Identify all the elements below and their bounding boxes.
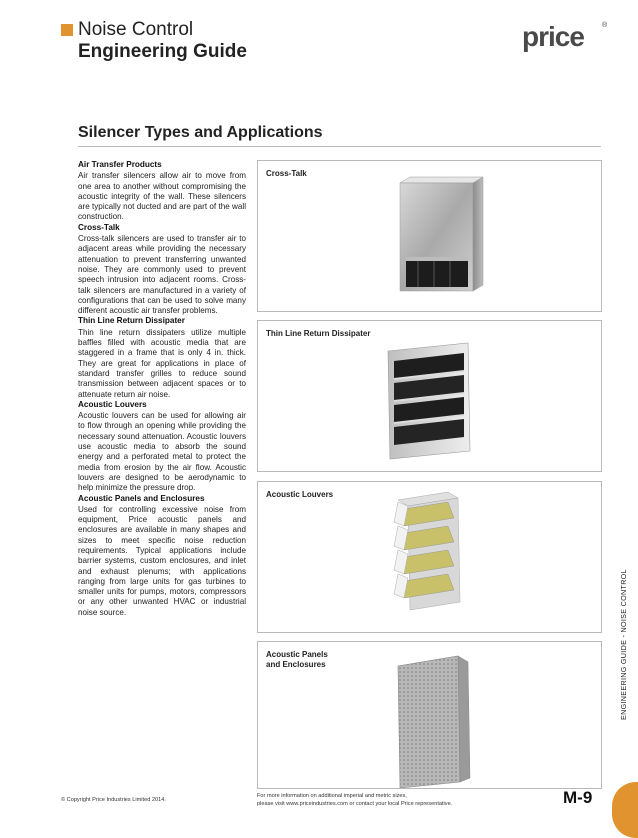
cross-talk-silencer-image: [258, 161, 601, 311]
article-body: Cross-talk silencers are used to transfer air to adjacent areas while providing the necessary attenuation to prevent transferring unwanted noise. They are commonly used to prevent speech intrusion into adjacent rooms. Cross-talk silencers are manufactured in a variety of configurations that can be used to solve many different acoustic air transfer problems.: [78, 234, 246, 316]
article-body: Air transfer silencers allow air to move from one area to another without compromising the acoustic integrity of the wall. These silencers are typically not ducted and are part of the wall construction.: [78, 171, 246, 222]
header-title: Noise Control: [78, 19, 194, 40]
logo-text: price: [522, 21, 584, 52]
figure-acoustic-louvers: [257, 481, 602, 633]
figure-label: Acoustic Louvers: [266, 490, 334, 499]
article-cross-talk: [78, 223, 246, 317]
header-accent-square: [61, 24, 73, 36]
section-title: Silencer Types and Applications: [78, 124, 323, 141]
footer-copyright: © Copyright Price Industries Limited 2014.: [61, 797, 166, 803]
logo-registered-mark: ®: [602, 22, 608, 29]
footer-info: For more information on additional imperial and metric sizes, please visit www.priceindustries.com or contact your local Price representative.: [257, 793, 453, 807]
side-section-label: ENGINEERING GUIDE - NOISE CONTROL: [619, 569, 628, 720]
article-acoustic-louvers: [78, 400, 246, 494]
figure-label: Acoustic Panels and Enclosures: [266, 650, 328, 669]
article-heading: Acoustic Louvers: [78, 399, 147, 409]
side-accent-tab: [612, 782, 638, 838]
figure-label: Thin Line Return Dissipater: [266, 329, 371, 338]
figure-label: Cross-Talk: [266, 169, 307, 178]
thin-line-dissipater-image: [258, 321, 601, 471]
acoustic-louver-image: [258, 482, 601, 632]
article-column: [78, 160, 246, 618]
article-heading: Air Transfer Products: [78, 160, 162, 169]
article-acoustic-panels: [78, 494, 246, 619]
article-body: Thin line return dissipaters utilize multiple baffles filled with acoustic media that are staggered in a frame that is only 4 in. thick. They are great for applications in place of standard transfer grilles to reduce sound transmission between adjacent spaces or to attenuate return air noise.: [78, 327, 246, 399]
acoustic-panel-image: [258, 642, 601, 788]
section-divider: [78, 146, 601, 147]
article-thin-line: [78, 316, 246, 399]
article-air-transfer: [78, 160, 246, 223]
article-body: Acoustic louvers can be used for allowing air to flow through an opening while providing the necessary sound attenuation. Acoustic louvers use acoustic media to absorb the sound energy and a perforated metal to protect the media from erosion by the air flow. Acoustic louvers are designed to be aerodynamic to help minimize the pressure drop.: [78, 411, 246, 493]
article-heading: Thin Line Return Dissipater: [78, 316, 185, 326]
article-body: Used for controlling excessive noise from equipment, Price acoustic panels and enclosures are available in many shapes and sizes to meet specific noise reduction requirements. Typical applications include barrier systems, custom enclosures, and inlet and exhaust plenums; with applications ranging from large units for gas turbines to smaller units for pumps, motors, compressors or any other unwanted HVAC or industrial noise source.: [78, 504, 246, 617]
page-number: M-9: [563, 788, 593, 807]
article-heading: Acoustic Panels and Enclosures: [78, 493, 205, 503]
figure-acoustic-panels: [257, 641, 602, 789]
figure-thin-line: [257, 320, 602, 472]
price-logo: [522, 21, 608, 52]
figure-cross-talk: [257, 160, 602, 312]
article-heading: Cross-Talk: [78, 222, 120, 232]
header-subtitle: Engineering Guide: [78, 41, 247, 62]
